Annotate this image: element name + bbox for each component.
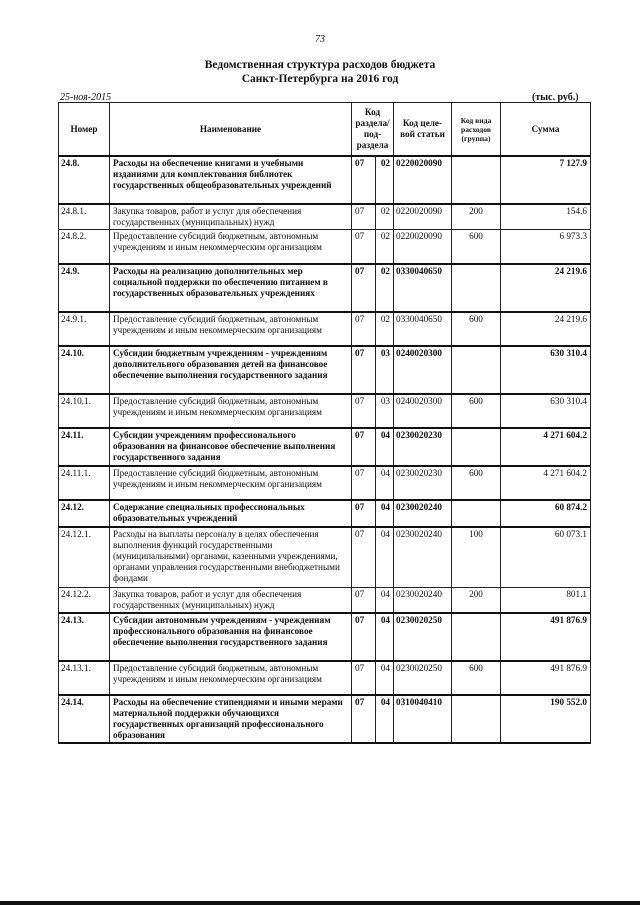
row-subsection: 04 [376, 527, 394, 588]
row-section: 07 [352, 264, 376, 312]
row-subsection: 02 [376, 264, 394, 312]
row-expense-type: 600 [452, 394, 501, 428]
row-target-code: 0230020230 [394, 428, 452, 466]
row-sum: 630 310.4 [501, 346, 591, 394]
row-name: Предоставление субсидий бюджетным, автономным учреждениям и иным некоммерческим организациям [110, 394, 352, 428]
table-row [59, 428, 591, 466]
table-row [59, 466, 591, 500]
row-section: 07 [352, 346, 376, 394]
page-number: 73 [315, 34, 325, 45]
row-number: 24.11. [59, 428, 110, 466]
row-section: 07 [352, 613, 376, 661]
row-sum: 491 876.9 [501, 613, 591, 661]
row-subsection: 03 [376, 394, 394, 428]
table-row [59, 613, 591, 661]
table-row [59, 588, 591, 614]
row-target-code: 0240020300 [394, 346, 452, 394]
header-section: Код раздела/ под-раздела [352, 103, 394, 157]
row-expense-type [452, 500, 501, 527]
row-expense-type [452, 156, 501, 204]
row-subsection: 04 [376, 613, 394, 661]
row-expense-type [452, 695, 501, 743]
row-sum: 24 219.6 [501, 312, 591, 346]
title-line-1: Ведомственная структура расходов бюджета [204, 59, 436, 71]
print-date: 25-ноя-2015 [60, 92, 112, 103]
row-number: 24.9.1. [59, 312, 110, 346]
row-expense-type [452, 346, 501, 394]
row-section: 07 [352, 661, 376, 695]
row-name: Субсидии автономным учреждениям - учреждениям профессионального образования на финансовое обеспечение выполнения государственного задания [110, 613, 352, 661]
row-target-code: 0220020090 [394, 230, 452, 264]
row-section: 07 [352, 230, 376, 264]
row-section: 07 [352, 527, 376, 588]
row-target-code: 0330040650 [394, 312, 452, 346]
row-number: 24.10.1. [59, 394, 110, 428]
row-name: Расходы на выплаты персоналу в целях обеспечения выполнения функций государственными (муниципальными) органами, казенными учреждениями, органами управления государственными внебюджетными фондами [110, 527, 352, 588]
row-name: Содержание специальных профессиональных образовательных учреждений [110, 500, 352, 527]
row-name: Предоставление субсидий бюджетным, автономным учреждениям и иным некоммерческим организациям [110, 230, 352, 264]
row-expense-type: 200 [452, 588, 501, 614]
table-row [59, 312, 591, 346]
table-body [59, 156, 591, 743]
table-row [59, 264, 591, 312]
row-target-code: 0240020300 [394, 394, 452, 428]
row-expense-type [452, 428, 501, 466]
table-row [59, 156, 591, 204]
table-row [59, 204, 591, 230]
row-expense-type [452, 264, 501, 312]
row-target-code: 0230020240 [394, 588, 452, 614]
row-name: Субсидии бюджетным учреждениям - учреждениям дополнительного образования детей на финансовое обеспечение выполнения государственного задания [110, 346, 352, 394]
row-number: 24.8. [59, 156, 110, 204]
table-row [59, 230, 591, 264]
row-sum: 7 127.9 [501, 156, 591, 204]
row-name: Расходы на реализацию дополнительных мер социальной поддержки по обеспечению питанием в государственных образовательных учреждениях [110, 264, 352, 312]
row-subsection: 04 [376, 500, 394, 527]
row-sum: 491 876.9 [501, 661, 591, 695]
row-section: 07 [352, 156, 376, 204]
row-section: 07 [352, 312, 376, 346]
row-number: 24.12.2. [59, 588, 110, 614]
row-number: 24.11.1. [59, 466, 110, 500]
row-name: Закупка товаров, работ и услуг для обеспечения государственных (муниципальных) нужд [110, 204, 352, 230]
row-subsection: 04 [376, 661, 394, 695]
row-sum: 4 271 604.2 [501, 428, 591, 466]
units-label: (тыс. руб.) [532, 92, 579, 103]
row-number: 24.12.1. [59, 527, 110, 588]
document-title [0, 58, 640, 86]
row-section: 07 [352, 588, 376, 614]
row-expense-type [452, 613, 501, 661]
row-expense-type: 600 [452, 661, 501, 695]
header-num: Номер [59, 103, 110, 157]
row-section: 07 [352, 500, 376, 527]
row-sum: 60 073.1 [501, 527, 591, 588]
title-line-2: Санкт-Петербурга на 2016 год [241, 73, 399, 85]
row-section: 07 [352, 695, 376, 743]
table-row [59, 346, 591, 394]
row-subsection: 02 [376, 312, 394, 346]
row-number: 24.13. [59, 613, 110, 661]
row-sum: 154.6 [501, 204, 591, 230]
table-row [59, 661, 591, 695]
row-sum: 60 874.2 [501, 500, 591, 527]
table-header-row [59, 103, 591, 157]
row-expense-type: 600 [452, 312, 501, 346]
header-name: Наименование [110, 103, 352, 157]
row-subsection: 02 [376, 156, 394, 204]
row-target-code: 0230020250 [394, 661, 452, 695]
row-subsection: 02 [376, 204, 394, 230]
row-target-code: 0230020240 [394, 500, 452, 527]
row-number: 24.9. [59, 264, 110, 312]
row-section: 07 [352, 204, 376, 230]
header-target: Код целе-вой статьи [394, 103, 452, 157]
row-sum: 24 219.6 [501, 264, 591, 312]
row-sum: 6 973.3 [501, 230, 591, 264]
row-subsection: 04 [376, 466, 394, 500]
row-subsection: 04 [376, 695, 394, 743]
row-subsection: 03 [376, 346, 394, 394]
row-name: Субсидии учреждениям профессионального образования на финансовое обеспечение выполнения государственного задания [110, 428, 352, 466]
row-section: 07 [352, 428, 376, 466]
row-name: Предоставление субсидий бюджетным, автономным учреждениям и иным некоммерческим организациям [110, 312, 352, 346]
budget-table [58, 102, 591, 744]
row-target-code: 0220020090 [394, 156, 452, 204]
row-number: 24.8.2. [59, 230, 110, 264]
bottom-edge [0, 901, 640, 905]
row-sum: 801.1 [501, 588, 591, 614]
row-target-code: 0330040650 [394, 264, 452, 312]
table-row [59, 500, 591, 527]
row-number: 24.8.1. [59, 204, 110, 230]
row-name: Предоставление субсидий бюджетным, автономным учреждениям и иным некоммерческим организациям [110, 661, 352, 695]
row-name: Расходы на обеспечение книгами и учебными изданиями для комплектования библиотек государственных общеобразовательных учреждений [110, 156, 352, 204]
header-kvr: Код вида расходов (группа) [452, 103, 501, 157]
row-number: 24.14. [59, 695, 110, 743]
row-target-code: 0220020090 [394, 204, 452, 230]
row-target-code: 0230020240 [394, 527, 452, 588]
table-row [59, 527, 591, 588]
row-sum: 630 310.4 [501, 394, 591, 428]
row-number: 24.12. [59, 500, 110, 527]
row-target-code: 0310040410 [394, 695, 452, 743]
row-section: 07 [352, 394, 376, 428]
row-target-code: 0230020250 [394, 613, 452, 661]
row-number: 24.10. [59, 346, 110, 394]
header-sum: Сумма [501, 103, 591, 157]
table-row [59, 394, 591, 428]
row-sum: 4 271 604.2 [501, 466, 591, 500]
row-name: Предоставление субсидий бюджетным, автономным учреждениям и иным некоммерческим организациям [110, 466, 352, 500]
row-expense-type: 600 [452, 230, 501, 264]
row-number: 24.13.1. [59, 661, 110, 695]
row-name: Закупка товаров, работ и услуг для обеспечения государственных (муниципальных) нужд [110, 588, 352, 614]
row-expense-type: 200 [452, 204, 501, 230]
row-target-code: 0230020230 [394, 466, 452, 500]
row-subsection: 02 [376, 230, 394, 264]
row-expense-type: 600 [452, 466, 501, 500]
row-expense-type: 100 [452, 527, 501, 588]
row-section: 07 [352, 466, 376, 500]
row-sum: 190 552.0 [501, 695, 591, 743]
row-subsection: 04 [376, 428, 394, 466]
row-name: Расходы на обеспечение стипендиями и иными мерами материальной поддержки обучающихся государственных организаций профессионального образования [110, 695, 352, 743]
row-subsection: 04 [376, 588, 394, 614]
table-row [59, 695, 591, 743]
